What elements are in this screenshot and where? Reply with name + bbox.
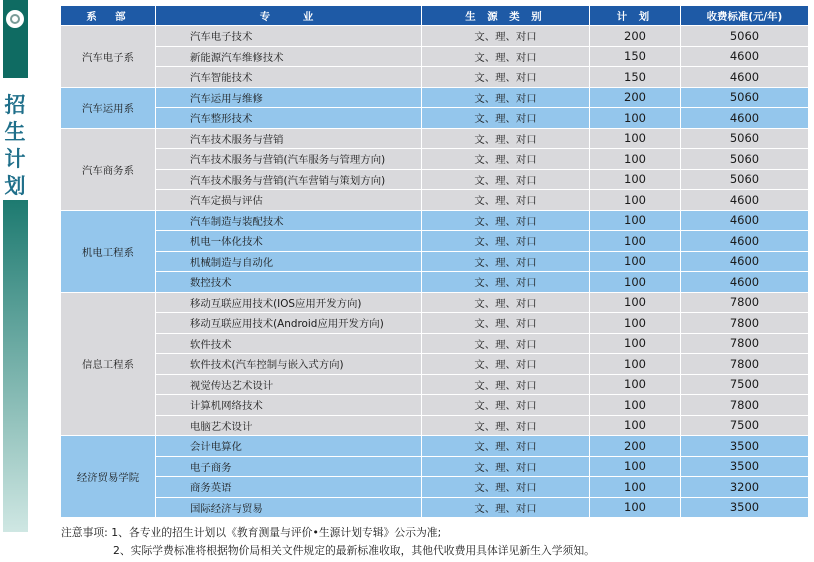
major-cell: 新能源汽车维修技术 bbox=[156, 46, 422, 67]
major-cell: 国际经济与贸易 bbox=[156, 497, 422, 518]
table-row bbox=[61, 128, 809, 149]
table-row bbox=[61, 26, 809, 47]
plan-cell: 100 bbox=[590, 251, 681, 272]
table-row bbox=[61, 415, 809, 436]
major-cell: 汽车定损与评估 bbox=[156, 190, 422, 211]
table-row bbox=[61, 190, 809, 211]
fee-cell: 3500 bbox=[681, 497, 809, 518]
plan-cell: 100 bbox=[590, 313, 681, 334]
fee-cell: 4600 bbox=[681, 210, 809, 231]
table-row bbox=[61, 395, 809, 416]
table-row bbox=[61, 272, 809, 293]
table-row bbox=[61, 210, 809, 231]
major-cell: 视觉传达艺术设计 bbox=[156, 374, 422, 395]
plan-cell: 100 bbox=[590, 231, 681, 252]
side-title-char: 招 bbox=[4, 93, 26, 117]
major-cell: 汽车制造与装配技术 bbox=[156, 210, 422, 231]
source-cell: 文、理、对口 bbox=[422, 313, 590, 334]
side-title-char: 计 bbox=[4, 147, 26, 171]
fee-cell: 4600 bbox=[681, 190, 809, 211]
major-cell: 移动互联应用技术(IOS应用开发方向) bbox=[156, 292, 422, 313]
fee-cell: 5060 bbox=[681, 169, 809, 190]
source-cell: 文、理、对口 bbox=[422, 497, 590, 518]
major-cell: 软件技术(汽车控制与嵌入式方向) bbox=[156, 354, 422, 375]
side-title bbox=[2, 92, 28, 200]
major-cell: 移动互联应用技术(Android应用开发方向) bbox=[156, 313, 422, 334]
fee-cell: 4600 bbox=[681, 272, 809, 293]
major-cell: 汽车运用与维修 bbox=[156, 87, 422, 108]
plan-cell: 100 bbox=[590, 415, 681, 436]
major-cell: 软件技术 bbox=[156, 333, 422, 354]
table-row bbox=[61, 374, 809, 395]
source-cell: 文、理、对口 bbox=[422, 210, 590, 231]
fee-cell: 7800 bbox=[681, 333, 809, 354]
plan-cell: 200 bbox=[590, 87, 681, 108]
side-decoration bbox=[0, 0, 28, 532]
major-cell: 商务英语 bbox=[156, 477, 422, 498]
side-bar-bottom bbox=[3, 200, 28, 532]
table-row bbox=[61, 149, 809, 170]
plan-cell: 100 bbox=[590, 292, 681, 313]
header-plan: 计 划 bbox=[590, 6, 681, 26]
major-cell: 会计电算化 bbox=[156, 436, 422, 457]
plan-cell: 100 bbox=[590, 456, 681, 477]
major-cell: 机电一体化技术 bbox=[156, 231, 422, 252]
header-fee: 收费标准(元/年) bbox=[681, 6, 809, 26]
source-cell: 文、理、对口 bbox=[422, 169, 590, 190]
plan-cell: 100 bbox=[590, 210, 681, 231]
fee-cell: 3500 bbox=[681, 456, 809, 477]
fee-cell: 7800 bbox=[681, 313, 809, 334]
fee-cell: 5060 bbox=[681, 149, 809, 170]
table-row bbox=[61, 251, 809, 272]
major-cell: 汽车技术服务与营销(汽车营销与策划方向) bbox=[156, 169, 422, 190]
source-cell: 文、理、对口 bbox=[422, 67, 590, 88]
fee-cell: 7500 bbox=[681, 374, 809, 395]
source-cell: 文、理、对口 bbox=[422, 26, 590, 47]
source-cell: 文、理、对口 bbox=[422, 374, 590, 395]
plan-cell: 100 bbox=[590, 169, 681, 190]
plan-cell: 150 bbox=[590, 46, 681, 67]
plan-cell: 100 bbox=[590, 333, 681, 354]
side-title-char: 划 bbox=[4, 174, 26, 198]
table-body bbox=[61, 26, 809, 518]
header-major: 专 业 bbox=[156, 6, 422, 26]
fee-cell: 4600 bbox=[681, 251, 809, 272]
plan-cell: 100 bbox=[590, 108, 681, 129]
major-cell: 数控技术 bbox=[156, 272, 422, 293]
table-row bbox=[61, 354, 809, 375]
fee-cell: 4600 bbox=[681, 67, 809, 88]
enrollment-plan-table bbox=[60, 5, 809, 518]
plan-cell: 150 bbox=[590, 67, 681, 88]
source-cell: 文、理、对口 bbox=[422, 415, 590, 436]
header-source: 生 源 类 别 bbox=[422, 6, 590, 26]
source-cell: 文、理、对口 bbox=[422, 272, 590, 293]
fee-cell: 7800 bbox=[681, 395, 809, 416]
plan-cell: 100 bbox=[590, 374, 681, 395]
table-row bbox=[61, 436, 809, 457]
table-row bbox=[61, 497, 809, 518]
fee-cell: 7800 bbox=[681, 292, 809, 313]
fee-cell: 4600 bbox=[681, 231, 809, 252]
plan-cell: 200 bbox=[590, 436, 681, 457]
fee-cell: 3200 bbox=[681, 477, 809, 498]
fee-cell: 5060 bbox=[681, 87, 809, 108]
source-cell: 文、理、对口 bbox=[422, 292, 590, 313]
major-cell: 计算机网络技术 bbox=[156, 395, 422, 416]
fee-cell: 7500 bbox=[681, 415, 809, 436]
plan-cell: 100 bbox=[590, 272, 681, 293]
dept-cell: 信息工程系 bbox=[61, 292, 156, 436]
major-cell: 电子商务 bbox=[156, 456, 422, 477]
table-row bbox=[61, 46, 809, 67]
dept-cell: 汽车电子系 bbox=[61, 26, 156, 88]
source-cell: 文、理、对口 bbox=[422, 251, 590, 272]
table-row bbox=[61, 292, 809, 313]
source-cell: 文、理、对口 bbox=[422, 87, 590, 108]
major-cell: 电脑艺术设计 bbox=[156, 415, 422, 436]
table-row bbox=[61, 87, 809, 108]
source-cell: 文、理、对口 bbox=[422, 477, 590, 498]
table-row bbox=[61, 456, 809, 477]
fee-cell: 3500 bbox=[681, 436, 809, 457]
major-cell: 汽车智能技术 bbox=[156, 67, 422, 88]
fee-cell: 5060 bbox=[681, 128, 809, 149]
plan-cell: 100 bbox=[590, 395, 681, 416]
table-row bbox=[61, 477, 809, 498]
dept-cell: 汽车商务系 bbox=[61, 128, 156, 210]
table-row bbox=[61, 313, 809, 334]
plan-cell: 200 bbox=[590, 26, 681, 47]
fee-cell: 4600 bbox=[681, 108, 809, 129]
plan-cell: 100 bbox=[590, 477, 681, 498]
plan-cell: 100 bbox=[590, 128, 681, 149]
school-logo-icon bbox=[4, 8, 26, 30]
major-cell: 汽车技术服务与营销(汽车服务与管理方向) bbox=[156, 149, 422, 170]
major-cell: 汽车技术服务与营销 bbox=[156, 128, 422, 149]
fee-cell: 7800 bbox=[681, 354, 809, 375]
source-cell: 文、理、对口 bbox=[422, 128, 590, 149]
plan-cell: 100 bbox=[590, 497, 681, 518]
source-cell: 文、理、对口 bbox=[422, 190, 590, 211]
source-cell: 文、理、对口 bbox=[422, 46, 590, 67]
side-title-char: 生 bbox=[4, 120, 26, 144]
fee-cell: 5060 bbox=[681, 26, 809, 47]
header-dept: 系 部 bbox=[61, 6, 156, 26]
table-header-row bbox=[61, 6, 809, 26]
source-cell: 文、理、对口 bbox=[422, 231, 590, 252]
fee-cell: 4600 bbox=[681, 46, 809, 67]
plan-cell: 100 bbox=[590, 354, 681, 375]
dept-cell: 经济贸易学院 bbox=[61, 436, 156, 518]
table-row bbox=[61, 108, 809, 129]
source-cell: 文、理、对口 bbox=[422, 108, 590, 129]
plan-cell: 100 bbox=[590, 190, 681, 211]
table-row bbox=[61, 231, 809, 252]
table-row bbox=[61, 169, 809, 190]
major-cell: 汽车整形技术 bbox=[156, 108, 422, 129]
source-cell: 文、理、对口 bbox=[422, 333, 590, 354]
source-cell: 文、理、对口 bbox=[422, 436, 590, 457]
dept-cell: 机电工程系 bbox=[61, 210, 156, 292]
dept-cell: 汽车运用系 bbox=[61, 87, 156, 128]
source-cell: 文、理、对口 bbox=[422, 395, 590, 416]
source-cell: 文、理、对口 bbox=[422, 354, 590, 375]
source-cell: 文、理、对口 bbox=[422, 149, 590, 170]
plan-cell: 100 bbox=[590, 149, 681, 170]
major-cell: 机械制造与自动化 bbox=[156, 251, 422, 272]
note-line-2: 2、实际学费标准将根据物价局相关文件规定的最新标准收取，其他代收费用具体详见新生入学须知。 bbox=[113, 544, 595, 557]
major-cell: 汽车电子技术 bbox=[156, 26, 422, 47]
source-cell: 文、理、对口 bbox=[422, 456, 590, 477]
notes bbox=[61, 524, 595, 560]
table-row bbox=[61, 333, 809, 354]
table-row bbox=[61, 67, 809, 88]
note-line-1: 注意事项: 1、各专业的招生计划以《教育测量与评价•生源计划专辑》公示为准; bbox=[61, 526, 442, 539]
